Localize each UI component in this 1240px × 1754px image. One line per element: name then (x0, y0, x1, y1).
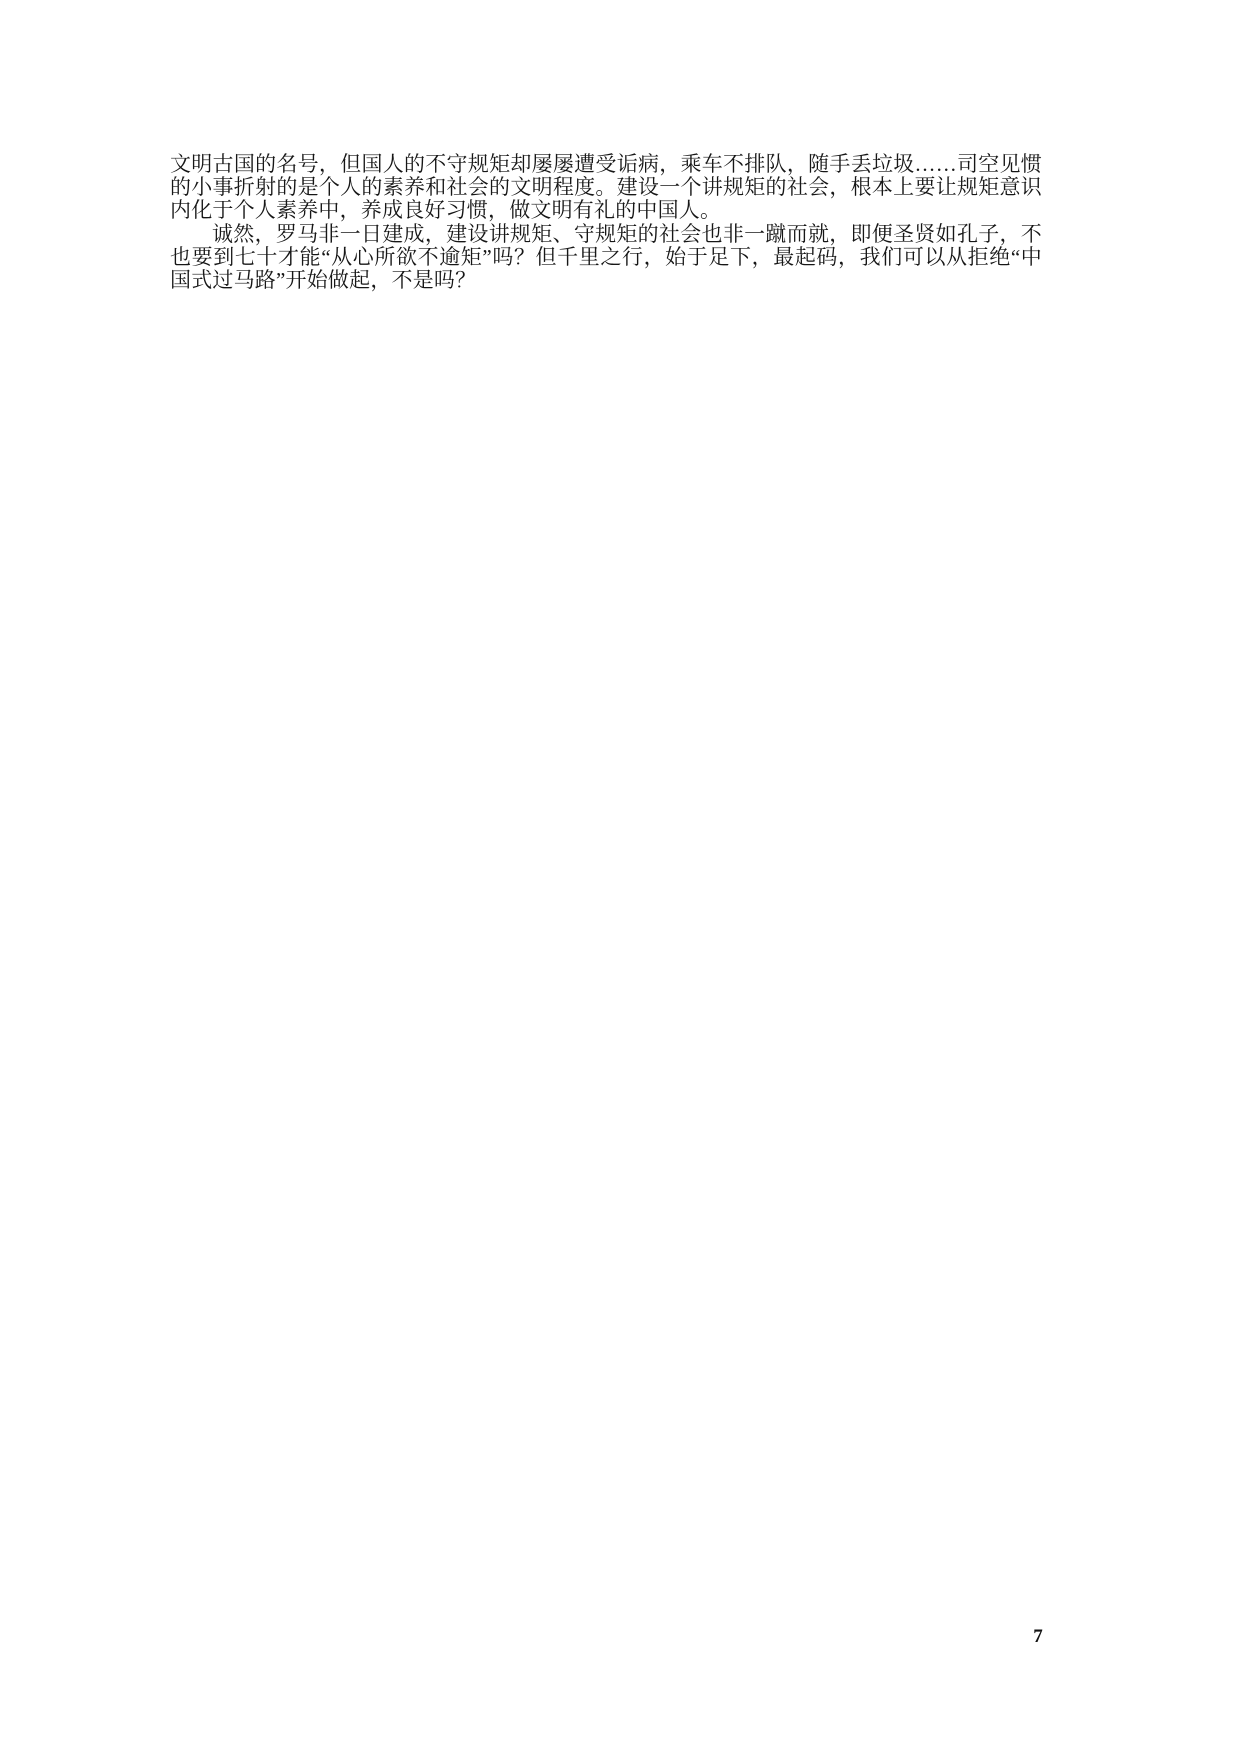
body-text (170, 153, 1042, 292)
paragraph-continuation: 文明古国的名号，但国人的不守规矩却屡屡遭受诟病，乘车不排队，随手丢垃圾……司空见惯的小事折射的是个人的素养和社会的文明程度。建设一个讲规矩的社会，根本上要让规矩意识内化于个人素养中，养成良好习惯，做文明有礼的中国人。 (170, 152, 1042, 223)
page-number: 7 (1033, 1626, 1043, 1647)
paragraph-conclusion: 诚然，罗马非一日建成，建设讲规矩、守规矩的社会也非一蹴而就，即便圣贤如孔子，不也要到七十才能“从心所欲不逾矩”吗？但千里之行，始于足下，最起码，我们可以从拒绝“中国式过马路”开始做起，不是吗？ (170, 221, 1042, 293)
